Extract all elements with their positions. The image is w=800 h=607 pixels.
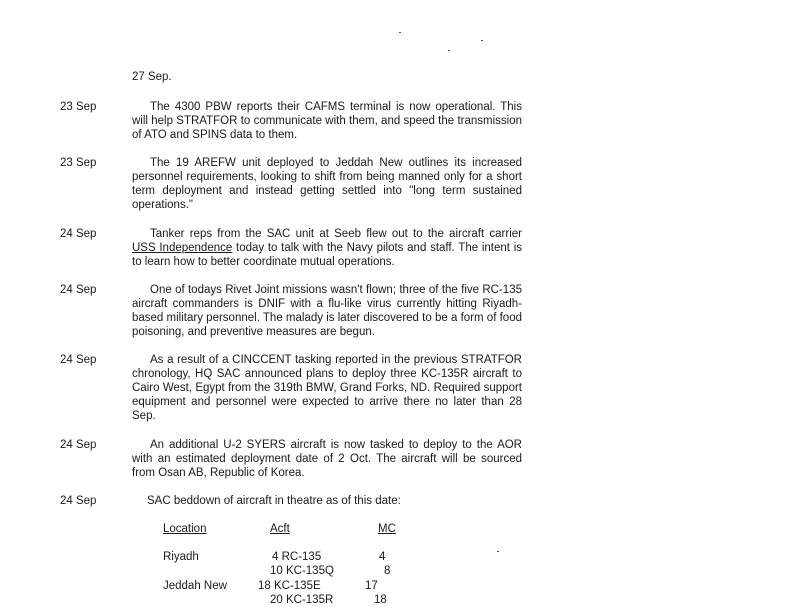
ship-name: USS Independence [132, 242, 233, 254]
entry-text: As a result of a CINCCENT tasking reported in the previous STRATFOR chronology, HQ SAC announced plans to deploy three KC-135R aircraft to Cairo West, Egypt from the 319th BMW, Grand Forks, ND. Required support equipment and personnel were expected to arrive there no later than 28 Sep. [132, 354, 522, 422]
table-row [0, 579, 800, 593]
entry-text [132, 227, 522, 269]
table-header-row [0, 522, 800, 536]
entry-date: 24 Sep [60, 354, 97, 366]
table-row [0, 593, 800, 607]
acft-cell: 4 RC-135 [272, 551, 322, 563]
mc-cell: 18 [374, 594, 387, 606]
mc-cell: 8 [384, 565, 391, 577]
scan-speck [399, 32, 401, 33]
entry-date: 24 Sep [60, 284, 97, 296]
entry-date: 23 Sep [60, 157, 97, 169]
mc-cell: 4 [379, 551, 386, 563]
entry-text-part: Tanker reps from the SAC unit at Seeb flew out to the aircraft carrier [150, 228, 522, 240]
entry-date: 24 Sep [60, 495, 97, 507]
table-row [0, 550, 800, 564]
mc-cell: 17 [365, 580, 378, 592]
entry-date: 23 Sep [60, 101, 97, 113]
entry-text: The 4300 PBW reports their CAFMS terminal is now operational. This will help STRATFOR to communicate with them, and speed the transmission of ATO and SPINS data to them. [132, 101, 522, 141]
entry-text: SAC beddown of aircraft in theatre as of this date: [147, 495, 401, 507]
scan-speck [481, 40, 483, 41]
entry-text: One of todays Rivet Joint missions wasn't flown; three of the five RC-135 aircraft commanders is DNIF with a flu-like virus currently hitting Riyadh-based military personnel. The malady is later discovered to be a form of food poisoning, and preventive measures are begun. [132, 284, 522, 338]
column-header-location: Location [163, 523, 207, 535]
continued-date-line: 27 Sep. [132, 71, 172, 83]
entry-text: An additional U-2 SYERS aircraft is now tasked to deploy to the AOR with an estimated deployment date of 2 Oct. The aircraft will be sourced from Osan AB, Republic of Korea. [132, 439, 522, 479]
entry-text-part: today to talk with the Navy pilots and staff. The intent is to learn how to better coordinate mutual operations. [132, 242, 522, 268]
entry-date: 24 Sep [60, 228, 97, 240]
table-row [0, 564, 800, 578]
scan-speck [448, 50, 450, 51]
acft-cell: 10 KC-135Q [270, 565, 334, 577]
acft-cell: 20 KC-135R [270, 594, 334, 606]
entry-text: The 19 AREFW unit deployed to Jeddah New outlines its increased personnel requirements, looking to shift from being manned only for a short term deployment and instead getting settled into "long term sustained operations." [132, 157, 522, 211]
location-cell: Riyadh [163, 551, 199, 563]
entry-date: 24 Sep [60, 439, 97, 451]
column-header-mc: MC [378, 523, 396, 535]
location-cell: Jeddah New [163, 580, 227, 592]
column-header-acft: Acft [270, 523, 290, 535]
acft-cell: 18 KC-135E [258, 580, 321, 592]
